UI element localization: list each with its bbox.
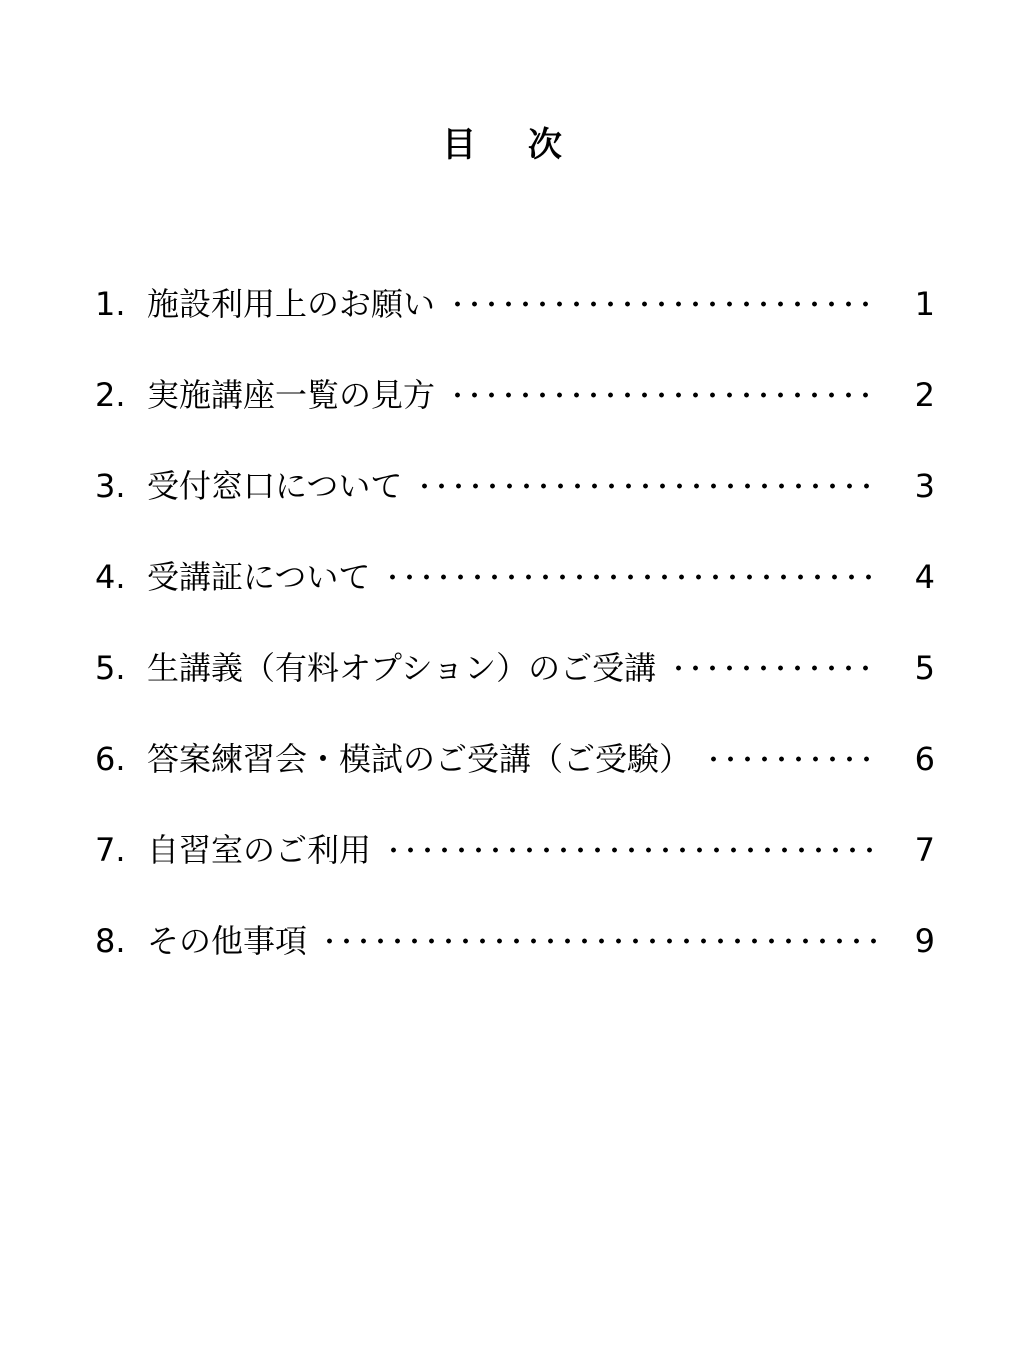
toc-entry[interactable] [95, 622, 935, 713]
toc-entry-number: 1. [95, 284, 126, 323]
toc-entry-label: 答案練習会・模試のご受講（ご受験） [147, 739, 692, 778]
dot-leader [384, 572, 877, 582]
dot-leader [705, 754, 877, 764]
toc-entry-label: 受講証について [147, 557, 371, 596]
toc-entry-label: 受付窓口について [147, 466, 403, 505]
dot-leader [416, 481, 877, 491]
toc-entry-number: 8. [95, 921, 126, 960]
toc-entry[interactable] [95, 531, 935, 622]
toc-entry-number: 7. [95, 830, 126, 869]
toc-entry-page: 7 [914, 830, 935, 869]
toc-entry-page: 2 [914, 375, 935, 414]
toc-entry-number: 2. [95, 375, 126, 414]
toc-entry-number: 4. [95, 557, 126, 596]
dot-leader [321, 936, 877, 946]
toc-entry-label: 施設利用上のお願い [147, 284, 436, 323]
toc-entry-label: 生講義（有料オプション）のご受講 [147, 648, 657, 687]
toc-entry-label: 実施講座一覧の見方 [147, 375, 436, 414]
toc-entry[interactable] [95, 895, 935, 986]
toc-entry-number: 3. [95, 466, 126, 505]
toc-entry-page: 4 [914, 557, 935, 596]
toc-entry-page: 6 [914, 739, 935, 778]
toc-entry-number: 5. [95, 648, 126, 687]
dot-leader [449, 299, 877, 309]
toc-entry-label: その他事項 [147, 921, 308, 960]
dot-leader [385, 845, 877, 855]
page-title: 目 次 [442, 125, 582, 165]
toc-entry[interactable] [95, 258, 935, 349]
dot-leader [670, 663, 877, 673]
toc-entry-page: 1 [914, 284, 935, 323]
table-of-contents [95, 258, 935, 986]
toc-entry-page: 3 [914, 466, 935, 505]
toc-entry-label: 自習室のご利用 [147, 830, 372, 869]
toc-entry[interactable] [95, 440, 935, 531]
toc-entry[interactable] [95, 804, 935, 895]
toc-entry-number: 6. [95, 739, 126, 778]
toc-entry[interactable] [95, 349, 935, 440]
toc-entry-page: 5 [914, 648, 935, 687]
dot-leader [449, 390, 877, 400]
toc-entry[interactable] [95, 713, 935, 804]
toc-entry-page: 9 [914, 921, 935, 960]
